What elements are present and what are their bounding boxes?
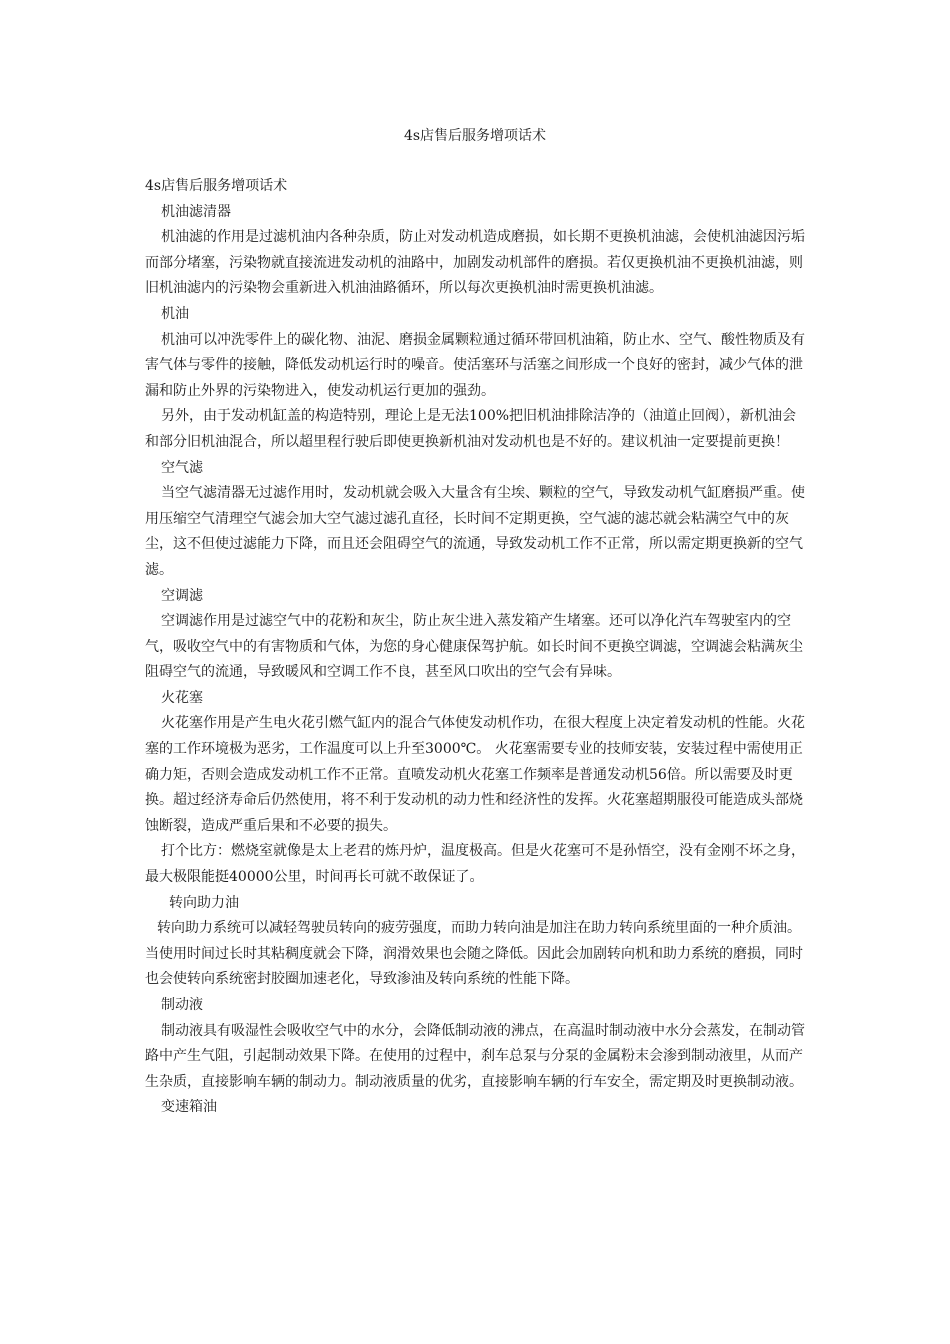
section-heading-brake-fluid: 制动液 <box>161 997 203 1013</box>
section-paragraph-engine-oil-1: 机油可以冲洗零件上的碳化物、油泥、磨损金属颗粒通过循环带回机油箱，防止水、空气、酸性物质及有害气体与零件的接触，降低发动机运行时的噪音。使活塞环与活塞之间形成一个良好的密封，减少气体的泄漏和防止外界的污染物进入，使发动机运行更加的强劲。 <box>145 331 805 399</box>
section-heading-oil-filter: 机油滤清器 <box>161 203 231 220</box>
document-subtitle: 4s店售后服务增项话术 <box>145 178 288 194</box>
section-heading-spark-plug: 火花塞 <box>161 689 203 706</box>
section-heading-power-steering: 转向助力油 <box>169 894 239 911</box>
section-heading-engine-oil: 机油 <box>161 305 189 322</box>
section-paragraph-engine-oil-2: 另外，由于发动机缸盖的构造特别，理论上是无法100%把旧机油排除洁净的（油道止回阀），新机油会和部分旧机油混合，所以超里程行驶后即使更换新机油对发动机也是不好的。建议机油一定要提前更换！ <box>145 408 797 450</box>
section-paragraph-air-filter: 当空气滤清器无过滤作用时，发动机就会吸入大量含有尘埃、颗粒的空气，导致发动机气缸磨损严重。使用压缩空气清理空气滤会加大空气滤过滤孔直径，长时间不定期更换，空气滤的滤芯就会粘满空气中的灰尘，这不但使过滤能力下降，而且还会阻碍空气的流通，导致发动机工作不正常，所以需定期更换新的空气滤。 <box>145 485 805 578</box>
section-paragraph-spark-plug-2: 打个比方：燃烧室就像是太上老君的炼丹炉，温度极高。但是火花塞可不是孙悟空，没有金刚不坏之身，最大极限能挺40000公里，时间再长可就不敢保证了。 <box>145 843 805 886</box>
section-paragraph-cabin-filter: 空调滤作用是过滤空气中的花粉和灰尘，防止灰尘进入蒸发箱产生堵塞。还可以净化汽车驾驶室内的空气，吸收空气中的有害物质和气体，为您的身心健康保驾护航。如长时间不更换空调滤，空调滤会粘满灰尘阻碍空气的流通，导致暖风和空调工作不良，甚至风口吹出的空气会有异味。 <box>145 613 803 681</box>
page-title: 4s店售后服务增项话术 <box>403 128 547 144</box>
document-body <box>145 174 810 1121</box>
section-heading-transmission-oil: 变速箱油 <box>161 1099 217 1116</box>
section-paragraph-power-steering: 转向助力系统可以减轻驾驶员转向的疲劳强度，而助力转向油是加注在助力转向系统里面的一种介质油。当使用时间过长时其粘稠度就会下降，润滑效果也会随之降低。因此会加剧转向机和助力系统的磨损，同时也会使转向系统密封胶圈加速老化，导致渗油及转向系统的性能下降。 <box>145 920 803 988</box>
section-heading-air-filter: 空气滤 <box>161 459 203 476</box>
section-heading-cabin-filter: 空调滤 <box>161 587 203 604</box>
section-paragraph-brake-fluid: 制动液具有吸湿性会吸收空气中的水分，会降低制动液的沸点，在高温时制动液中水分会蒸发，在制动管路中产生气阻，引起制动效果下降。在使用的过程中，刹车总泵与分泵的金属粉末会渗到制动液里，从而产生杂质，直接影响车辆的制动力。制动液质量的优劣，直接影响车辆的行车安全，需定期及时更换制动液。 <box>145 1022 805 1090</box>
section-paragraph-spark-plug-1: 火花塞作用是产生电火花引燃气缸内的混合气体使发动机作功，在很大程度上决定着发动机的性能。火花塞的工作环境极为恶劣，工作温度可以上升至3000℃。 火花塞需要专业的技师安装，安装过程中需使用正确力矩，否则会造成发动机工作不正常。直喷发动机火花塞工作频率是普通发动机56倍。所以需要及时更换。超过经济寿命后仍然使用，将不利于发动机的动力性和经济性的发挥。火花塞超期服役可能造成头部烧蚀断裂，造成严重后果和不必要的损失。 <box>145 715 805 834</box>
section-paragraph-oil-filter: 机油滤的作用是过滤机油内各种杂质，防止对发动机造成磨损，如长期不更换机油滤，会使机油滤因污垢而部分堵塞，污染物就直接流进发动机的油路中，加剧发动机部件的磨损。若仅更换机油不更换机油滤，则旧机油滤内的污染物会重新进入机油油路循环，所以每次更换机油时需更换机油滤。 <box>145 229 805 297</box>
